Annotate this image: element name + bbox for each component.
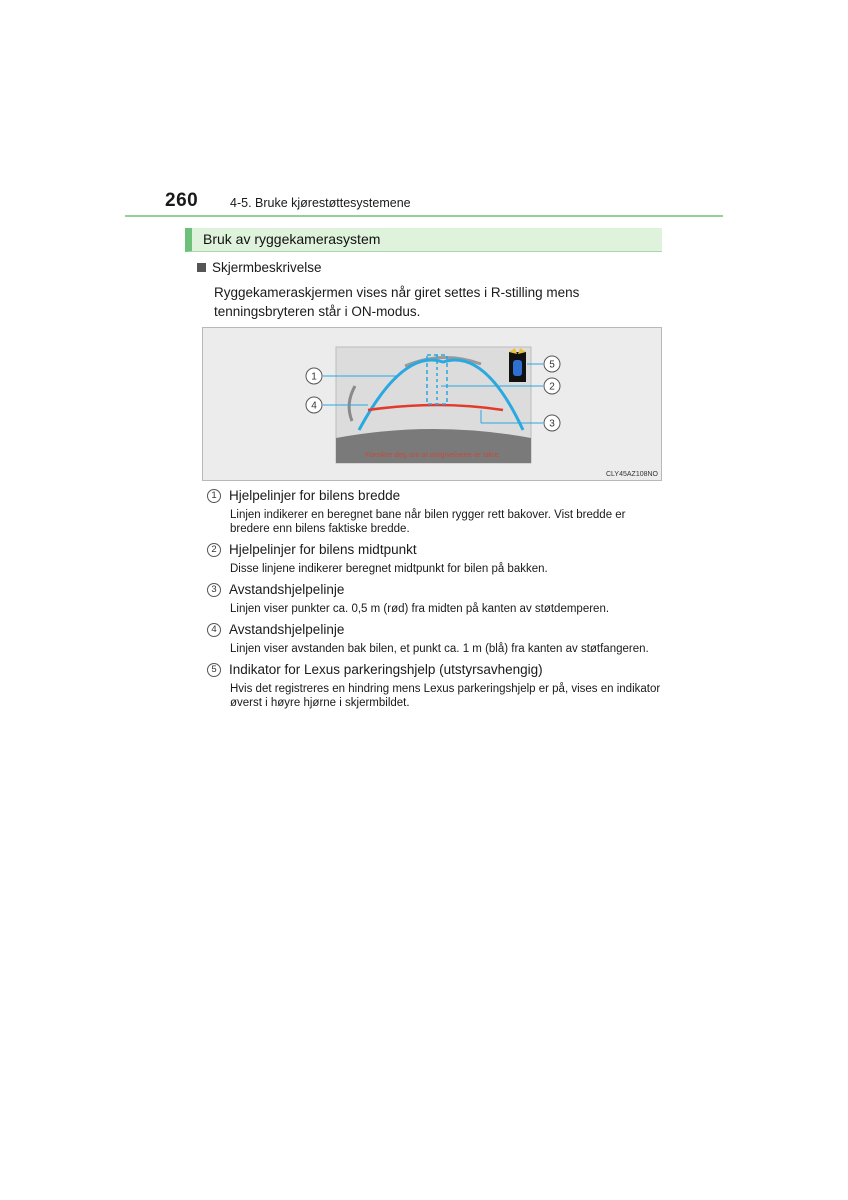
parking-indicator-car — [513, 360, 522, 376]
list-item — [207, 582, 667, 616]
svg-text:1: 1 — [311, 371, 317, 383]
section-reference: 4-5. Bruke kjørestøttesystemene — [230, 196, 411, 210]
number-circle-icon: 5 — [207, 663, 221, 677]
callout-3 — [544, 415, 560, 431]
list-item — [207, 542, 667, 576]
item-title: Hjelpelinjer for bilens midtpunkt — [229, 542, 417, 557]
svg-text:4: 4 — [311, 400, 317, 412]
callout-2 — [544, 378, 560, 394]
list-item — [207, 622, 667, 656]
callout-4 — [306, 397, 322, 413]
number-circle-icon: 4 — [207, 623, 221, 637]
svg-text:3: 3 — [549, 418, 555, 430]
page-number: 260 — [165, 190, 199, 211]
square-bullet-icon — [197, 263, 206, 272]
svg-text:2: 2 — [549, 381, 555, 393]
list-item — [207, 662, 667, 710]
item-title: Avstandshjelpelinje — [229, 582, 345, 597]
item-title: Avstandshjelpelinje — [229, 622, 345, 637]
section-title-bar — [185, 228, 662, 252]
item-list — [207, 488, 667, 716]
subheading — [197, 260, 322, 275]
item-description: Linjen viser punkter ca. 0,5 m (rød) fra midten på kanten av støtdemperen. — [230, 603, 610, 615]
number-circle-icon: 1 — [207, 489, 221, 503]
warning-text: Forsikre deg om at omgivelsene er sikre. — [365, 450, 501, 459]
item-description: Disse linjene indikerer beregnet midtpunkt for bilen på bakken. — [230, 563, 548, 575]
subheading-text: Skjermbeskrivelse — [212, 260, 322, 275]
callout-1 — [306, 368, 322, 384]
item-description: Linjen viser avstanden bak bilen, et punkt ca. 1 m (blå) fra kanten av støtfangeren. — [230, 643, 649, 655]
intro-paragraph: Ryggekameraskjermen vises når giret settes i R-stilling mens tenningsbryteren står i ON-modus. — [214, 285, 580, 319]
callout-5 — [544, 356, 560, 372]
figure-code: CLY45AZ108NO — [605, 471, 658, 478]
svg-text:5: 5 — [549, 359, 555, 371]
list-item — [207, 488, 667, 536]
number-circle-icon: 3 — [207, 583, 221, 597]
header-divider — [125, 215, 723, 217]
item-description: Linjen indikerer en beregnet bane når bilen rygger rett bakover. Vist bredde er bredere enn bilens faktiske bredde. — [230, 509, 626, 535]
item-title: Indikator for Lexus parkeringshjelp (utstyrsavhengig) — [229, 662, 543, 677]
camera-screen-illustration — [203, 328, 663, 482]
number-circle-icon: 2 — [207, 543, 221, 557]
item-description: Hvis det registreres en hindring mens Lexus parkeringshjelp er på, vises en indikator øverst i høyre hjørne i skjermbildet. — [230, 683, 661, 709]
item-title: Hjelpelinjer for bilens bredde — [229, 488, 401, 503]
section-title: Bruk av ryggekamerasystem — [203, 231, 381, 247]
camera-screen-figure — [202, 327, 662, 481]
